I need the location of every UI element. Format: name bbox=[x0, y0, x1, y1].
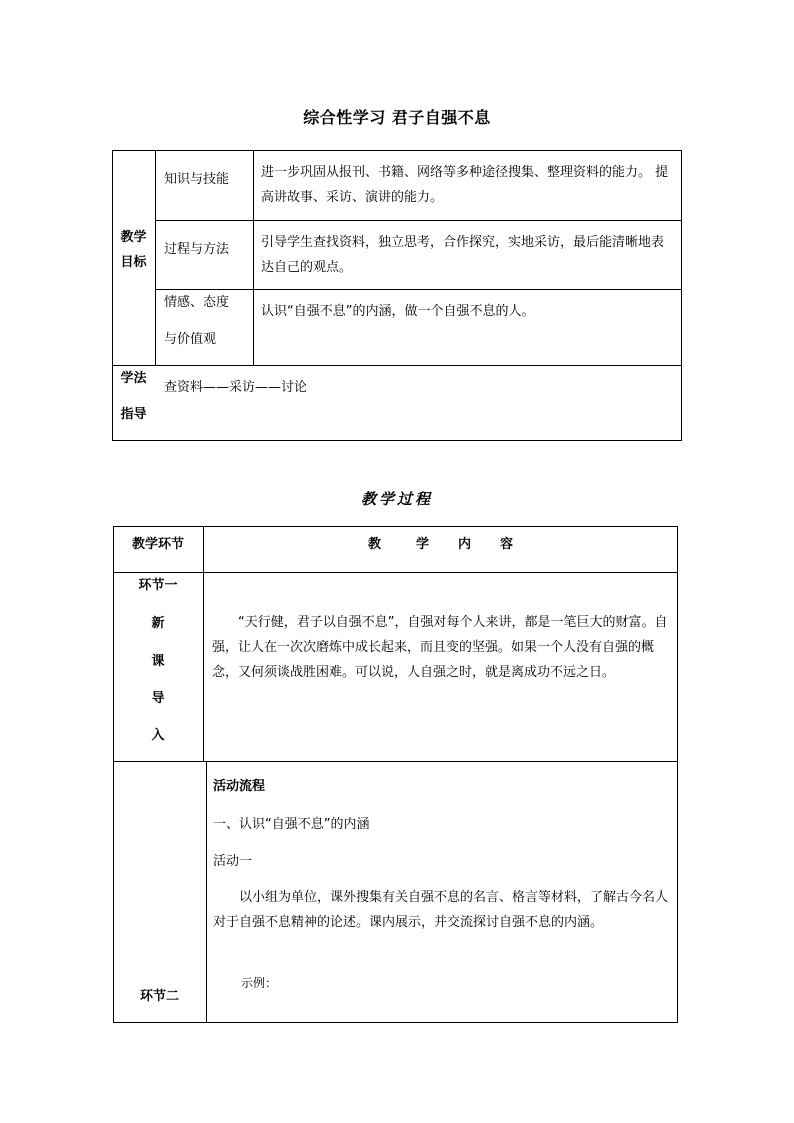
section1-char-3: 导 bbox=[151, 691, 165, 706]
objective-content-knowledge: 进一步巩固从报刊、书籍、网络等多种途径搜集、整理资料的能力。 提高讲故事、采访、演讲的能力。 bbox=[261, 165, 669, 205]
objective-content-process: 引导学生查找资料，独立思考，合作探究，实地采访，最后能清晰地表达自己的观点。 bbox=[261, 235, 665, 275]
section2-item1: 一、认识“自强不息”的内涵 bbox=[213, 817, 370, 832]
section1-char-4: 入 bbox=[151, 728, 165, 743]
page-title: 综合性学习 君子自强不息 bbox=[303, 108, 491, 127]
section2-example: 示例： bbox=[241, 976, 278, 990]
header-stage: 教学环节 bbox=[131, 537, 184, 552]
header-content-3: 内 bbox=[458, 537, 472, 552]
section1-char-1: 新 bbox=[151, 616, 165, 631]
objective-content-emotion: 认识“自强不息”的内涵，做一个自强不息的人。 bbox=[261, 304, 535, 319]
section2-item2: 活动一 bbox=[213, 854, 253, 869]
header-content-2: 学 bbox=[416, 537, 430, 552]
objective-name-emotion-line2: 与价值观 bbox=[164, 332, 217, 347]
section1-char-2: 课 bbox=[151, 654, 165, 669]
section2-heading: 活动流程 bbox=[213, 779, 266, 794]
method-label-line2: 指导 bbox=[120, 407, 147, 422]
method-content: 查资料——采访——讨论 bbox=[164, 380, 308, 395]
section2-label: 环节二 bbox=[139, 989, 179, 1004]
objective-name-process: 过程与方法 bbox=[164, 242, 230, 257]
section1-label: 环节一 bbox=[138, 578, 178, 593]
section1-content: “天行健，君子以自强不息”，自强对每个人来讲，都是一笔巨大的财富。自强，让人在一次次磨炼中成长起来，而且变的坚强。如果一个人没有自强的概念，又何须谈战胜困难。可以说，人自强之时，就是离成功不远之日。 bbox=[212, 615, 668, 680]
objective-name-knowledge: 知识与技能 bbox=[164, 172, 230, 187]
process-title: 教学过程 bbox=[360, 490, 433, 508]
objectives-label-line2: 目标 bbox=[120, 255, 147, 270]
header-content-4: 容 bbox=[500, 537, 514, 552]
section2-paragraph: 以小组为单位，课外搜集有关自强不息的名言、格言等材料，了解古今名人对于自强不息精神的论述。课内展示，并交流探讨自强不息的内涵。 bbox=[213, 890, 669, 930]
method-label-line1: 学法 bbox=[120, 371, 147, 386]
header-content-1: 教 bbox=[368, 537, 382, 552]
objectives-label-line1: 教学 bbox=[120, 230, 147, 245]
objective-name-emotion-line1: 情感、态度 bbox=[164, 295, 230, 310]
